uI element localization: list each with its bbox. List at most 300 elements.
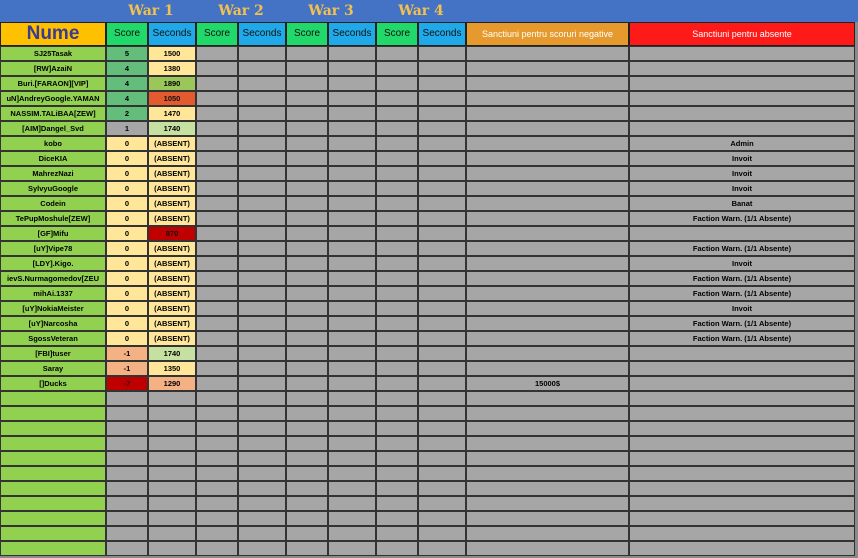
player-name-cell[interactable]: kobo <box>0 136 106 151</box>
empty-war-cell[interactable] <box>238 376 286 391</box>
war1-seconds-cell[interactable]: (ABSENT) <box>148 241 196 256</box>
empty-war-cell[interactable] <box>286 151 328 166</box>
absent-sanction-cell[interactable]: Invoit <box>629 181 855 196</box>
player-name-cell[interactable]: [AIM]Dangel_Svd <box>0 121 106 136</box>
empty-war-cell[interactable] <box>376 121 418 136</box>
empty-war-cell[interactable] <box>196 121 238 136</box>
empty-war-cell[interactable] <box>376 46 418 61</box>
empty-cell[interactable] <box>629 466 855 481</box>
empty-cell[interactable] <box>196 541 238 556</box>
empty-cell[interactable] <box>418 526 466 541</box>
empty-cell[interactable] <box>418 391 466 406</box>
empty-war-cell[interactable] <box>286 166 328 181</box>
empty-cell[interactable] <box>629 391 855 406</box>
empty-war-cell[interactable] <box>376 211 418 226</box>
empty-war-cell[interactable] <box>286 181 328 196</box>
war1-score-cell[interactable]: 5 <box>106 46 148 61</box>
player-name-cell[interactable]: SJ25Tasak <box>0 46 106 61</box>
war1-score-cell[interactable]: 0 <box>106 301 148 316</box>
absent-sanction-cell[interactable]: Faction Warn. (1/1 Absente) <box>629 286 855 301</box>
empty-war-cell[interactable] <box>286 61 328 76</box>
empty-cell[interactable] <box>376 466 418 481</box>
empty-cell[interactable] <box>148 391 196 406</box>
war1-seconds-cell[interactable]: (ABSENT) <box>148 181 196 196</box>
absent-sanction-cell[interactable] <box>629 46 855 61</box>
empty-war-cell[interactable] <box>196 226 238 241</box>
empty-cell[interactable] <box>466 436 629 451</box>
empty-war-cell[interactable] <box>418 91 466 106</box>
empty-cell[interactable] <box>286 436 328 451</box>
empty-cell[interactable] <box>196 481 238 496</box>
empty-war-cell[interactable] <box>418 76 466 91</box>
war1-score-cell[interactable]: 4 <box>106 76 148 91</box>
empty-cell[interactable] <box>466 496 629 511</box>
empty-cell[interactable] <box>196 466 238 481</box>
absent-sanction-cell[interactable]: Faction Warn. (1/1 Absente) <box>629 241 855 256</box>
header-war4-score[interactable]: Score <box>376 22 418 46</box>
empty-war-cell[interactable] <box>238 61 286 76</box>
war1-seconds-cell[interactable]: (ABSENT) <box>148 166 196 181</box>
empty-war-cell[interactable] <box>238 166 286 181</box>
empty-war-cell[interactable] <box>286 286 328 301</box>
empty-cell[interactable] <box>376 526 418 541</box>
empty-war-cell[interactable] <box>286 46 328 61</box>
empty-war-cell[interactable] <box>196 256 238 271</box>
player-name-cell[interactable]: mihAi.1337 <box>0 286 106 301</box>
empty-war-cell[interactable] <box>238 331 286 346</box>
absent-sanction-cell[interactable]: Banat <box>629 196 855 211</box>
absent-sanction-cell[interactable]: Faction Warn. (1/1 Absente) <box>629 211 855 226</box>
empty-war-cell[interactable] <box>238 271 286 286</box>
war1-score-cell[interactable]: 0 <box>106 241 148 256</box>
empty-cell[interactable] <box>106 391 148 406</box>
war1-seconds-cell[interactable]: (ABSENT) <box>148 316 196 331</box>
empty-war-cell[interactable] <box>328 106 376 121</box>
neg-sanction-cell[interactable] <box>466 76 629 91</box>
empty-war-cell[interactable] <box>328 61 376 76</box>
empty-cell[interactable] <box>196 511 238 526</box>
empty-cell[interactable] <box>376 391 418 406</box>
empty-war-cell[interactable] <box>418 151 466 166</box>
neg-sanction-cell[interactable] <box>466 166 629 181</box>
war1-score-cell[interactable]: -1 <box>106 361 148 376</box>
war1-seconds-cell[interactable]: (ABSENT) <box>148 136 196 151</box>
empty-war-cell[interactable] <box>328 376 376 391</box>
empty-war-cell[interactable] <box>286 226 328 241</box>
empty-cell[interactable] <box>466 466 629 481</box>
empty-war-cell[interactable] <box>418 46 466 61</box>
war1-score-cell[interactable]: 0 <box>106 271 148 286</box>
empty-cell[interactable] <box>466 391 629 406</box>
neg-sanction-cell[interactable] <box>466 151 629 166</box>
empty-cell[interactable] <box>106 421 148 436</box>
empty-war-cell[interactable] <box>286 136 328 151</box>
empty-war-cell[interactable] <box>238 91 286 106</box>
empty-war-cell[interactable] <box>376 181 418 196</box>
empty-war-cell[interactable] <box>238 211 286 226</box>
war1-score-cell[interactable]: 0 <box>106 226 148 241</box>
empty-war-cell[interactable] <box>238 76 286 91</box>
empty-war-cell[interactable] <box>328 91 376 106</box>
empty-cell[interactable] <box>418 421 466 436</box>
empty-war-cell[interactable] <box>196 166 238 181</box>
empty-war-cell[interactable] <box>196 286 238 301</box>
empty-war-cell[interactable] <box>286 196 328 211</box>
empty-war-cell[interactable] <box>418 271 466 286</box>
empty-war-cell[interactable] <box>376 151 418 166</box>
player-name-cell[interactable]: ievS.Nurmagomedov[ZEU <box>0 271 106 286</box>
empty-war-cell[interactable] <box>376 256 418 271</box>
empty-cell[interactable] <box>196 391 238 406</box>
neg-sanction-cell[interactable] <box>466 211 629 226</box>
empty-cell[interactable] <box>238 451 286 466</box>
player-name-cell[interactable]: Buri.[FARAON][VIP] <box>0 76 106 91</box>
empty-cell[interactable] <box>466 526 629 541</box>
war1-score-cell[interactable]: 4 <box>106 91 148 106</box>
empty-cell[interactable] <box>196 451 238 466</box>
empty-war-cell[interactable] <box>376 286 418 301</box>
empty-war-cell[interactable] <box>196 181 238 196</box>
empty-cell[interactable] <box>148 406 196 421</box>
war1-score-cell[interactable]: 4 <box>106 61 148 76</box>
empty-war-cell[interactable] <box>376 226 418 241</box>
neg-sanction-cell[interactable] <box>466 256 629 271</box>
player-name-cell[interactable]: DiceKIA <box>0 151 106 166</box>
empty-name-cell[interactable] <box>0 406 106 421</box>
empty-name-cell[interactable] <box>0 451 106 466</box>
empty-war-cell[interactable] <box>238 226 286 241</box>
war1-seconds-cell[interactable]: 1290 <box>148 376 196 391</box>
empty-war-cell[interactable] <box>286 376 328 391</box>
empty-war-cell[interactable] <box>418 346 466 361</box>
empty-war-cell[interactable] <box>376 106 418 121</box>
player-name-cell[interactable]: [LDY].Kigo. <box>0 256 106 271</box>
empty-war-cell[interactable] <box>328 346 376 361</box>
empty-cell[interactable] <box>376 541 418 556</box>
empty-cell[interactable] <box>148 451 196 466</box>
war1-seconds-cell[interactable]: (ABSENT) <box>148 211 196 226</box>
empty-war-cell[interactable] <box>196 346 238 361</box>
empty-war-cell[interactable] <box>418 316 466 331</box>
empty-name-cell[interactable] <box>0 511 106 526</box>
empty-war-cell[interactable] <box>238 136 286 151</box>
empty-name-cell[interactable] <box>0 436 106 451</box>
neg-sanction-cell[interactable] <box>466 136 629 151</box>
empty-war-cell[interactable] <box>286 121 328 136</box>
empty-cell[interactable] <box>376 511 418 526</box>
empty-cell[interactable] <box>376 451 418 466</box>
war1-seconds-cell[interactable]: (ABSENT) <box>148 331 196 346</box>
empty-war-cell[interactable] <box>328 76 376 91</box>
war1-score-cell[interactable]: -1 <box>106 346 148 361</box>
empty-cell[interactable] <box>148 511 196 526</box>
empty-cell[interactable] <box>418 466 466 481</box>
player-name-cell[interactable]: uN]AndreyGoogle.YAMAN <box>0 91 106 106</box>
empty-cell[interactable] <box>376 406 418 421</box>
empty-war-cell[interactable] <box>238 316 286 331</box>
empty-cell[interactable] <box>629 406 855 421</box>
empty-name-cell[interactable] <box>0 541 106 556</box>
empty-war-cell[interactable] <box>238 301 286 316</box>
empty-cell[interactable] <box>148 436 196 451</box>
war1-seconds-cell[interactable]: 1470 <box>148 106 196 121</box>
war1-seconds-cell[interactable]: (ABSENT) <box>148 196 196 211</box>
empty-war-cell[interactable] <box>328 316 376 331</box>
war1-seconds-cell[interactable]: 1500 <box>148 46 196 61</box>
empty-war-cell[interactable] <box>238 151 286 166</box>
empty-cell[interactable] <box>196 526 238 541</box>
absent-sanction-cell[interactable]: Faction Warn. (1/1 Absente) <box>629 331 855 346</box>
empty-cell[interactable] <box>238 406 286 421</box>
empty-name-cell[interactable] <box>0 481 106 496</box>
war1-score-cell[interactable]: 1 <box>106 121 148 136</box>
empty-cell[interactable] <box>629 496 855 511</box>
player-name-cell[interactable]: Codein <box>0 196 106 211</box>
header-war3-seconds[interactable]: Seconds <box>328 22 376 46</box>
empty-cell[interactable] <box>376 421 418 436</box>
empty-cell[interactable] <box>328 421 376 436</box>
absent-sanction-cell[interactable]: Invoit <box>629 151 855 166</box>
war1-seconds-cell[interactable]: 1740 <box>148 346 196 361</box>
empty-cell[interactable] <box>286 466 328 481</box>
empty-cell[interactable] <box>148 466 196 481</box>
neg-sanction-cell[interactable]: 15000$ <box>466 376 629 391</box>
empty-cell[interactable] <box>376 436 418 451</box>
empty-cell[interactable] <box>286 526 328 541</box>
empty-cell[interactable] <box>466 451 629 466</box>
empty-war-cell[interactable] <box>196 136 238 151</box>
empty-war-cell[interactable] <box>286 331 328 346</box>
empty-war-cell[interactable] <box>286 91 328 106</box>
empty-cell[interactable] <box>148 541 196 556</box>
empty-war-cell[interactable] <box>376 331 418 346</box>
empty-war-cell[interactable] <box>238 196 286 211</box>
header-name[interactable]: Nume <box>0 22 106 46</box>
player-name-cell[interactable]: [uY]Vipe78 <box>0 241 106 256</box>
empty-war-cell[interactable] <box>376 91 418 106</box>
empty-cell[interactable] <box>238 436 286 451</box>
empty-cell[interactable] <box>328 496 376 511</box>
empty-war-cell[interactable] <box>376 166 418 181</box>
empty-cell[interactable] <box>106 526 148 541</box>
empty-cell[interactable] <box>106 451 148 466</box>
empty-cell[interactable] <box>328 466 376 481</box>
empty-cell[interactable] <box>148 526 196 541</box>
empty-war-cell[interactable] <box>286 316 328 331</box>
empty-war-cell[interactable] <box>376 271 418 286</box>
empty-war-cell[interactable] <box>328 181 376 196</box>
empty-cell[interactable] <box>106 511 148 526</box>
empty-war-cell[interactable] <box>376 376 418 391</box>
war1-seconds-cell[interactable]: 1350 <box>148 361 196 376</box>
empty-cell[interactable] <box>286 511 328 526</box>
war1-score-cell[interactable]: 0 <box>106 256 148 271</box>
empty-war-cell[interactable] <box>286 256 328 271</box>
empty-war-cell[interactable] <box>196 361 238 376</box>
header-war4-seconds[interactable]: Seconds <box>418 22 466 46</box>
empty-war-cell[interactable] <box>418 256 466 271</box>
empty-name-cell[interactable] <box>0 496 106 511</box>
war1-seconds-cell[interactable]: 870 <box>148 226 196 241</box>
empty-cell[interactable] <box>238 526 286 541</box>
neg-sanction-cell[interactable] <box>466 196 629 211</box>
empty-war-cell[interactable] <box>328 166 376 181</box>
neg-sanction-cell[interactable] <box>466 301 629 316</box>
empty-cell[interactable] <box>238 466 286 481</box>
player-name-cell[interactable]: [RW]AzaiN <box>0 61 106 76</box>
header-war1-seconds[interactable]: Seconds <box>148 22 196 46</box>
empty-cell[interactable] <box>629 421 855 436</box>
empty-war-cell[interactable] <box>376 316 418 331</box>
empty-war-cell[interactable] <box>196 376 238 391</box>
player-name-cell[interactable]: SgossVeteran <box>0 331 106 346</box>
empty-cell[interactable] <box>286 406 328 421</box>
empty-war-cell[interactable] <box>328 196 376 211</box>
neg-sanction-cell[interactable] <box>466 346 629 361</box>
empty-cell[interactable] <box>238 541 286 556</box>
empty-cell[interactable] <box>418 436 466 451</box>
neg-sanction-cell[interactable] <box>466 46 629 61</box>
empty-cell[interactable] <box>466 421 629 436</box>
empty-war-cell[interactable] <box>196 46 238 61</box>
header-absent-sanctions[interactable]: Sanctiuni pentru absente <box>629 22 855 46</box>
empty-war-cell[interactable] <box>418 166 466 181</box>
empty-war-cell[interactable] <box>328 151 376 166</box>
empty-cell[interactable] <box>418 406 466 421</box>
empty-cell[interactable] <box>238 496 286 511</box>
empty-cell[interactable] <box>286 451 328 466</box>
absent-sanction-cell[interactable]: Faction Warn. (1/1 Absente) <box>629 316 855 331</box>
header-war3-score[interactable]: Score <box>286 22 328 46</box>
empty-cell[interactable] <box>376 496 418 511</box>
empty-cell[interactable] <box>238 391 286 406</box>
header-neg-sanctions[interactable]: Sanctiuni pentru scoruri negative <box>466 22 629 46</box>
neg-sanction-cell[interactable] <box>466 316 629 331</box>
empty-name-cell[interactable] <box>0 421 106 436</box>
empty-war-cell[interactable] <box>418 61 466 76</box>
neg-sanction-cell[interactable] <box>466 241 629 256</box>
absent-sanction-cell[interactable] <box>629 346 855 361</box>
empty-war-cell[interactable] <box>418 361 466 376</box>
war1-seconds-cell[interactable]: (ABSENT) <box>148 286 196 301</box>
empty-cell[interactable] <box>106 406 148 421</box>
empty-cell[interactable] <box>418 541 466 556</box>
empty-war-cell[interactable] <box>196 241 238 256</box>
empty-war-cell[interactable] <box>286 361 328 376</box>
war1-seconds-cell[interactable]: 1380 <box>148 61 196 76</box>
empty-cell[interactable] <box>629 436 855 451</box>
empty-war-cell[interactable] <box>196 331 238 346</box>
empty-war-cell[interactable] <box>286 211 328 226</box>
war1-seconds-cell[interactable]: 1740 <box>148 121 196 136</box>
empty-cell[interactable] <box>466 541 629 556</box>
empty-war-cell[interactable] <box>238 46 286 61</box>
empty-cell[interactable] <box>286 481 328 496</box>
empty-cell[interactable] <box>286 421 328 436</box>
war1-seconds-cell[interactable]: 1890 <box>148 76 196 91</box>
empty-war-cell[interactable] <box>418 331 466 346</box>
war1-score-cell[interactable]: 0 <box>106 331 148 346</box>
empty-cell[interactable] <box>286 541 328 556</box>
war1-seconds-cell[interactable]: (ABSENT) <box>148 151 196 166</box>
empty-cell[interactable] <box>238 511 286 526</box>
player-name-cell[interactable]: SylvyuGoogle <box>0 181 106 196</box>
empty-cell[interactable] <box>106 481 148 496</box>
header-war2-seconds[interactable]: Seconds <box>238 22 286 46</box>
absent-sanction-cell[interactable]: Invoit <box>629 166 855 181</box>
empty-war-cell[interactable] <box>196 316 238 331</box>
empty-cell[interactable] <box>106 436 148 451</box>
empty-cell[interactable] <box>106 466 148 481</box>
empty-war-cell[interactable] <box>196 211 238 226</box>
empty-war-cell[interactable] <box>196 301 238 316</box>
war1-score-cell[interactable]: 0 <box>106 286 148 301</box>
empty-cell[interactable] <box>376 481 418 496</box>
empty-war-cell[interactable] <box>196 91 238 106</box>
neg-sanction-cell[interactable] <box>466 106 629 121</box>
empty-war-cell[interactable] <box>418 196 466 211</box>
empty-war-cell[interactable] <box>328 301 376 316</box>
empty-cell[interactable] <box>106 496 148 511</box>
absent-sanction-cell[interactable] <box>629 61 855 76</box>
neg-sanction-cell[interactable] <box>466 361 629 376</box>
empty-cell[interactable] <box>196 496 238 511</box>
empty-cell[interactable] <box>328 526 376 541</box>
empty-war-cell[interactable] <box>328 256 376 271</box>
empty-war-cell[interactable] <box>418 121 466 136</box>
empty-war-cell[interactable] <box>328 211 376 226</box>
empty-name-cell[interactable] <box>0 466 106 481</box>
empty-war-cell[interactable] <box>196 151 238 166</box>
empty-war-cell[interactable] <box>238 256 286 271</box>
empty-cell[interactable] <box>328 451 376 466</box>
header-war1-score[interactable]: Score <box>106 22 148 46</box>
neg-sanction-cell[interactable] <box>466 121 629 136</box>
empty-war-cell[interactable] <box>328 121 376 136</box>
absent-sanction-cell[interactable]: Admin <box>629 136 855 151</box>
empty-war-cell[interactable] <box>376 61 418 76</box>
empty-war-cell[interactable] <box>418 211 466 226</box>
absent-sanction-cell[interactable] <box>629 361 855 376</box>
empty-cell[interactable] <box>629 451 855 466</box>
empty-cell[interactable] <box>286 391 328 406</box>
empty-cell[interactable] <box>328 541 376 556</box>
empty-cell[interactable] <box>196 421 238 436</box>
empty-cell[interactable] <box>629 481 855 496</box>
empty-war-cell[interactable] <box>376 346 418 361</box>
neg-sanction-cell[interactable] <box>466 61 629 76</box>
war1-score-cell[interactable]: 0 <box>106 151 148 166</box>
player-name-cell[interactable]: TePupMoshule[ZEW] <box>0 211 106 226</box>
empty-war-cell[interactable] <box>328 136 376 151</box>
war1-score-cell[interactable]: 2 <box>106 106 148 121</box>
empty-cell[interactable] <box>148 481 196 496</box>
absent-sanction-cell[interactable]: Faction Warn. (1/1 Absente) <box>629 271 855 286</box>
empty-cell[interactable] <box>418 511 466 526</box>
empty-war-cell[interactable] <box>286 301 328 316</box>
player-name-cell[interactable]: [FBI]tuser <box>0 346 106 361</box>
empty-war-cell[interactable] <box>418 376 466 391</box>
empty-war-cell[interactable] <box>418 301 466 316</box>
empty-war-cell[interactable] <box>418 181 466 196</box>
empty-war-cell[interactable] <box>328 361 376 376</box>
empty-war-cell[interactable] <box>196 106 238 121</box>
war1-seconds-cell[interactable]: (ABSENT) <box>148 271 196 286</box>
absent-sanction-cell[interactable] <box>629 376 855 391</box>
empty-war-cell[interactable] <box>328 286 376 301</box>
absent-sanction-cell[interactable]: Invoit <box>629 301 855 316</box>
empty-war-cell[interactable] <box>328 271 376 286</box>
